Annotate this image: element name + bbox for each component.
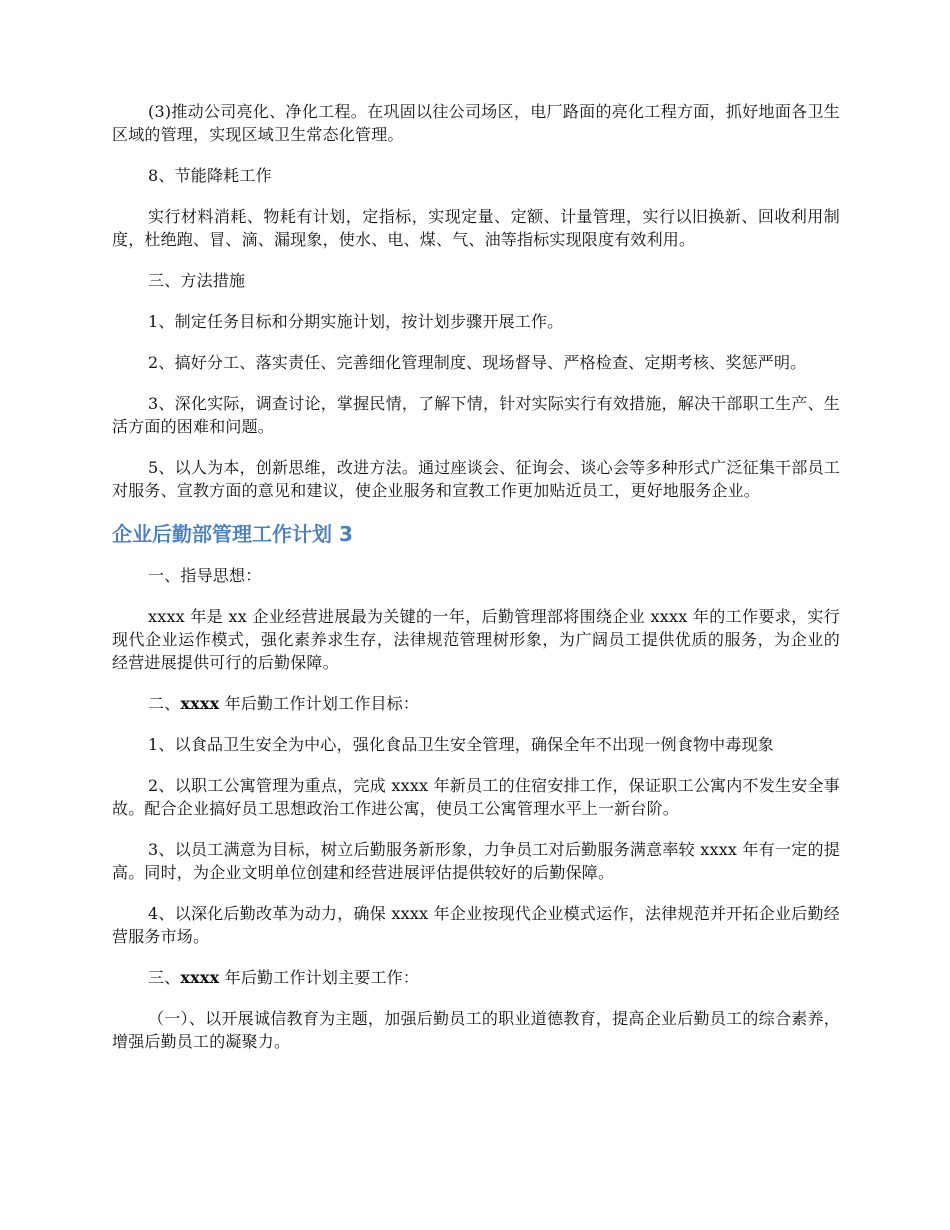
work-heading-suffix: 年后勤工作计划主要工作： [219, 968, 420, 987]
paragraph: 1、制定任务目标和分期实施计划，按计划步骤开展工作。 [148, 312, 564, 331]
paragraph: 2、以职工公寓管理为重点，完成 xxxx 年新员工的住宿安排工作，保证职工公寓内不发生安全事故。配合企业搞好员工思想政治工作进公寓，使员工公寓管理水平上一新台阶。 [112, 776, 840, 818]
work-heading-prefix: 三、 [148, 968, 181, 987]
paragraph: 1、以食品卫生安全为中心，强化食品卫生安全管理，确保全年不出现一例食物中毒现象 [148, 735, 774, 754]
paragraph: 5、以人为本，创新思维，改进方法。通过座谈会、征询会、谈心会等多种形式广泛征集干部员工对服务、宣教方面的意见和建议，使企业服务和宣教工作更加贴近员工，更好地服务企业。 [112, 458, 840, 500]
goals-heading-prefix: 二、 [148, 694, 181, 713]
work-heading [112, 966, 840, 989]
section-heading: 企业后勤部管理工作计划 3 [112, 522, 353, 546]
paragraph: 三、方法措施 [148, 271, 246, 290]
paragraph: 一、指导思想： [148, 566, 262, 585]
paragraph: 4、以深化后勤改革为动力，确保 xxxx 年企业按现代企业模式运作，法律规范并开拓企业后勤经营服务市场。 [112, 904, 840, 946]
paragraph: 8、节能降耗工作 [148, 166, 272, 185]
paragraph: 实行材料消耗、物耗有计划，定指标，实现定量、定额、计量管理，实行以旧换新、回收利用制度，杜绝跑、冒、滴、漏现象，使水、电、煤、气、油等指标实现限度有效利用。 [112, 207, 840, 249]
paragraph: xxxx 年是 xx 企业经营进展最为关键的一年，后勤管理部将围绕企业 xxxx 年的工作要求，实行现代企业运作模式，强化素养求生存，法律规范管理树形象，为广阔员工提供优质的服务，为企业的经营进展提供可行的后勤保障。 [112, 607, 840, 672]
goals-heading [112, 692, 840, 715]
goals-heading-suffix: 年后勤工作计划工作目标： [219, 694, 420, 713]
goals-heading-year: xxxx [180, 694, 220, 713]
paragraph: 3、以员工满意为目标，树立后勤服务新形象，力争员工对后勤服务满意率较 xxxx 年有一定的提高。同时，为企业文明单位创建和经营进展评估提供较好的后勤保障。 [112, 840, 840, 882]
paragraph: （一）、以开展诚信教育为主题，加强后勤员工的职业道德教育，提高企业后勤员工的综合素养，增强后勤员工的凝聚力。 [112, 1009, 840, 1051]
paragraph: 3、深化实际，调查讨论，掌握民情，了解下情，针对实际实行有效措施，解决干部职工生产、生活方面的困难和问题。 [112, 394, 840, 436]
work-heading-year: xxxx [180, 968, 220, 987]
paragraph: (3)推动公司亮化、净化工程。在巩固以往公司场区，电厂路面的亮化工程方面，抓好地面各卫生区域的管理，实现区域卫生常态化管理。 [112, 102, 840, 144]
document-page [112, 100, 840, 1071]
paragraph: 2、搞好分工、落实责任、完善细化管理制度、现场督导、严格检查、定期考核、奖惩严明。 [148, 353, 807, 372]
